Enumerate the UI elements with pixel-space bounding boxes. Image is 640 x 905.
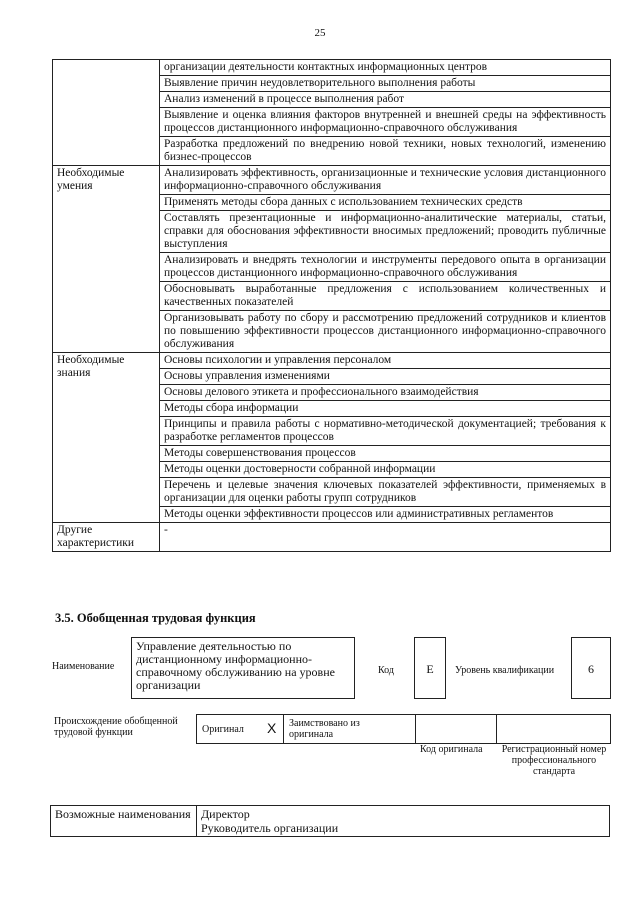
section-title: 3.5. Обобщенная трудовая функция — [55, 611, 256, 625]
table-cell: Разработка предложений по внедрению новой техники, новых технологий, изменению бизнес-процессов — [160, 137, 611, 166]
empty-label-cell — [53, 60, 160, 166]
page-number: 25 — [314, 27, 326, 39]
level-label: Уровень квалификации — [455, 665, 555, 676]
table-cell: Основы делового этикета и профессионального взаимодействия — [160, 385, 611, 401]
requirements-table — [52, 59, 611, 552]
level-value: 6 — [571, 637, 611, 699]
table-cell: Организовывать работу по сбору и рассмотрению предложений сотрудников и клиентов по повышению эффективности процессов дистанционного информационно-справочного обслуживания — [160, 311, 611, 353]
name-value: Управление деятельностью по дистанционному информационно-справочному обслуживанию на уровне организации — [131, 637, 355, 699]
table-cell: Выявление и оценка влияния факторов внутренней и внешней среды на эффективность процессов дистанционного информационно-справочного обслуживания — [160, 108, 611, 137]
origin-label: Происхождение обобщенной трудовой функции — [54, 716, 178, 738]
code-original-box — [415, 714, 497, 744]
reg-number-label: Регистрационный номер профессионального стандарта — [501, 744, 607, 777]
table-cell: Анализировать эффективность, организационные и технические условия дистанционного информационно-справочного обслуживания — [160, 166, 611, 195]
table-cell: Основы психологии и управления персоналом — [160, 353, 611, 369]
original-box — [196, 714, 284, 744]
table-cell: Основы управления изменениями — [160, 369, 611, 385]
code-value: E — [414, 637, 446, 699]
table-row — [53, 60, 611, 76]
table-cell: организации деятельности контактных информационных центров — [160, 60, 611, 76]
table-cell: Методы сбора информации — [160, 401, 611, 417]
other-label: Другие характеристики — [53, 523, 160, 552]
table-cell: Принципы и правила работы с нормативно-методической документацией; требования к разработке регламентов процессов — [160, 417, 611, 446]
table-row — [51, 806, 610, 837]
table-row — [53, 523, 611, 552]
knowledge-label: Необходимые знания — [53, 353, 160, 523]
code-original-label: Код оригинала — [420, 744, 483, 755]
original-mark: X — [267, 720, 277, 736]
possible-names-list — [197, 806, 610, 837]
table-cell: Методы оценки эффективности процессов или административных регламентов — [160, 507, 611, 523]
table-cell: Анализировать и внедрять технологии и инструменты передового опыта в организации процессов дистанционного информационно-справочного обслуживания — [160, 253, 611, 282]
possible-names-label: Возможные наименования — [51, 806, 197, 837]
table-cell: Анализ изменений в процессе выполнения работ — [160, 92, 611, 108]
table-cell: Методы оценки достоверности собранной информации — [160, 462, 611, 478]
table-row — [53, 166, 611, 195]
table-cell: Перечень и целевые значения ключевых показателей эффективности, применяемых в организации для оценки работы групп сотрудников — [160, 478, 611, 507]
code-label: Код — [378, 665, 394, 676]
borrowed-label: Заимствовано из оригинала — [289, 718, 360, 740]
name-label: Наименование — [52, 661, 115, 672]
other-value: - — [160, 523, 611, 552]
reg-number-box — [496, 714, 611, 744]
table-cell: Обосновывать выработанные предложения с использованием количественных и качественных показателей — [160, 282, 611, 311]
borrowed-box — [283, 714, 416, 744]
table-cell: Методы совершенствования процессов — [160, 446, 611, 462]
table-row — [53, 353, 611, 369]
list-item: Руководитель организации — [201, 821, 339, 835]
possible-names-table — [50, 805, 610, 837]
table-cell: Составлять презентационные и информационно-аналитические материалы, статьи, справки для обоснования эффективности вносимых предложений; проводить публичные выступления — [160, 211, 611, 253]
table-cell: Выявление причин неудовлетворительного выполнения работы — [160, 76, 611, 92]
original-label: Оригинал — [202, 724, 244, 735]
table-cell: Применять методы сбора данных с использованием технических средств — [160, 195, 611, 211]
list-item: Директор — [201, 807, 250, 821]
skills-label: Необходимые умения — [53, 166, 160, 353]
